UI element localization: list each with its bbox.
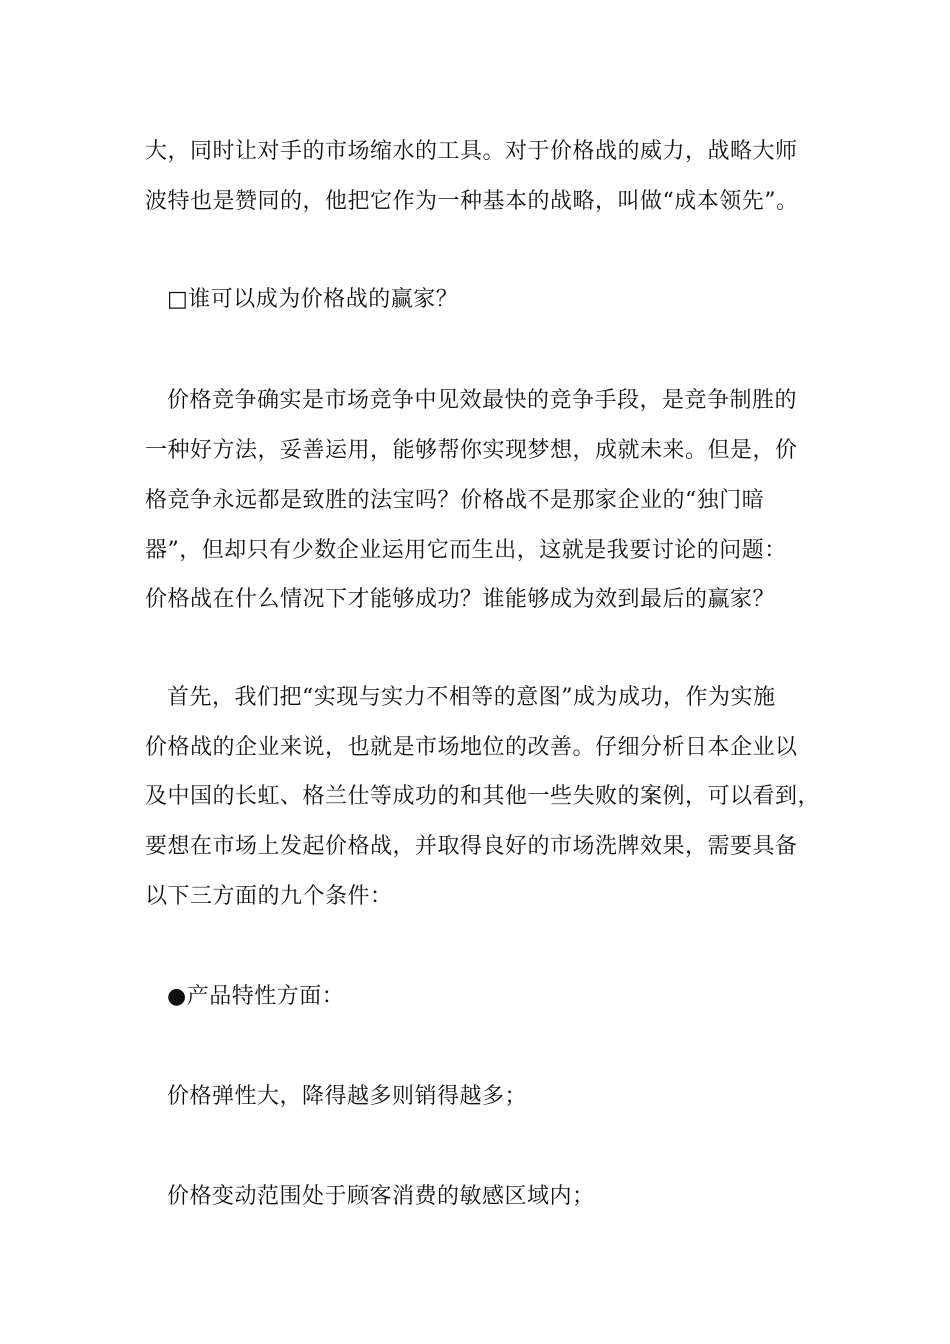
paragraph-line: 价格战的企业来说，也就是市场地位的改善。仔细分析日本企业以 [145,735,798,760]
paragraph-line: 及中国的长虹、格兰仕等成功的和其他一些失败的案例，可以看到， [145,784,821,809]
paragraph-line: 价格竞争确实是市场竞争中见效最快的竞争手段，是竞争制胜的 [167,388,798,413]
paragraph-line: 器”，但却只有少数企业运用它而生出，这就是我要讨论的问题： [145,538,787,563]
paragraph-line: 首先，我们把“实现与实力不相等的意图”成为成功，作为实施 [167,685,776,710]
paragraph-line: 波特也是赞同的，他把它作为一种基本的战略，叫做“成本领先”。 [145,189,799,214]
section-heading: □谁可以成为价格战的赢家？ [167,287,459,312]
paragraph-line: 大，同时让对手的市场缩水的工具。对于价格战的威力，战略大师 [145,139,798,164]
paragraph-line: 价格战在什么情况下才能够成功？谁能够成为效到最后的赢家？ [145,587,776,612]
list-item: 价格变动范围处于顾客消费的敏感区域内； [167,1184,595,1209]
bullet-heading: ●产品特性方面： [167,984,345,1009]
paragraph-line: 一种好方法，妥善运用，能够帮你实现梦想，成就未来。但是，价 [145,438,798,463]
list-item: 价格弹性大，降得越多则销得越多； [167,1084,528,1109]
paragraph-line: 要想在市场上发起价格战，并取得良好的市场洗牌效果，需要具备 [145,834,798,859]
paragraph-line: 以下三方面的九个条件： [145,884,393,909]
paragraph-line: 格竞争永远都是致胜的法宝吗？价格战不是那家企业的“独门暗 [145,488,765,513]
